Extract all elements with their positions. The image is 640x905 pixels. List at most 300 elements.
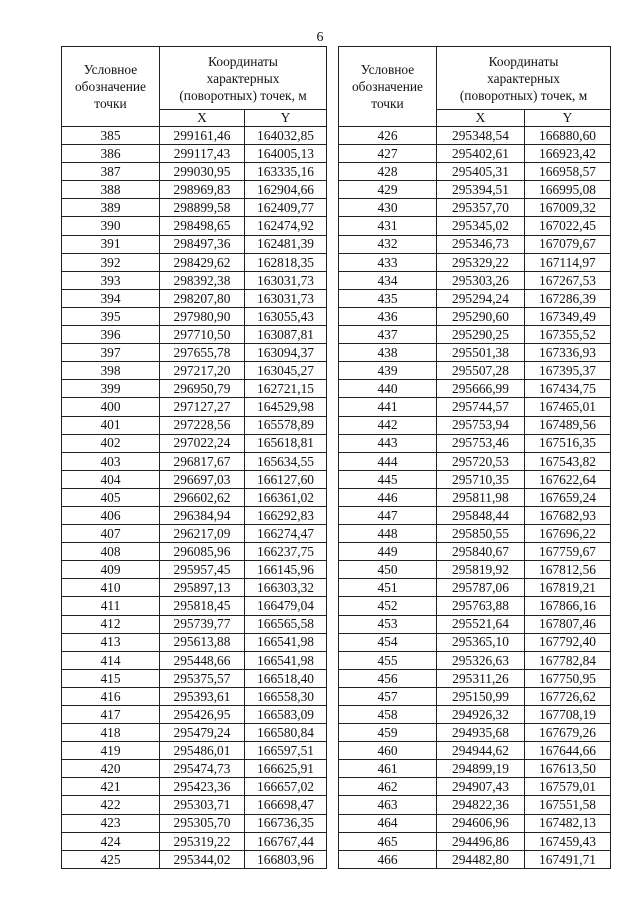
point-id-cell: 417 [62,706,160,724]
table-row [62,832,327,850]
point-id-cell: 433 [339,253,437,271]
table-row [339,307,611,325]
coord-label-line-1: Координаты [208,53,278,69]
table-row [62,615,327,633]
table-row [62,597,327,615]
point-id-cell: 452 [339,597,437,615]
y-coordinate-cell: 167009,32 [525,199,611,217]
y-coordinate-cell: 167750,95 [525,669,611,687]
table-row [339,380,611,398]
table-row [62,561,327,579]
point-id-cell: 416 [62,687,160,705]
y-coordinate-cell: 167434,75 [525,380,611,398]
table-row [339,669,611,687]
x-coordinate-cell: 294926,32 [437,706,525,724]
table-row [339,127,611,145]
x-coordinate-cell: 295357,70 [437,199,525,217]
coordinates-table-right [338,46,611,869]
x-column-header: X [437,110,525,127]
table-row [62,850,327,868]
x-coordinate-cell: 296697,03 [160,470,245,488]
x-coordinate-cell: 295848,44 [437,506,525,524]
x-coordinate-cell: 295345,02 [437,217,525,235]
x-coordinate-cell: 295753,94 [437,416,525,434]
table-row [339,615,611,633]
table-right-body [339,127,611,869]
point-label-line-1: Условное [360,62,415,77]
point-id-cell: 404 [62,470,160,488]
y-coordinate-cell: 167349,49 [525,307,611,325]
y-coordinate-cell: 167022,45 [525,217,611,235]
x-coordinate-cell: 294935,68 [437,724,525,742]
coord-label-line-2: характерных [487,70,560,86]
y-coordinate-cell: 166657,02 [245,778,327,796]
table-row [339,651,611,669]
point-id-cell: 465 [339,832,437,850]
y-coordinate-cell: 167726,62 [525,687,611,705]
table-row [62,163,327,181]
x-coordinate-cell: 295319,22 [160,832,245,850]
table-row [62,579,327,597]
y-coordinate-cell: 166541,98 [245,633,327,651]
point-id-cell: 460 [339,742,437,760]
table-row [339,561,611,579]
y-coordinate-cell: 163055,43 [245,307,327,325]
y-coordinate-cell: 167491,71 [525,850,611,868]
point-id-cell: 386 [62,145,160,163]
table-row [339,199,611,217]
point-id-cell: 421 [62,778,160,796]
y-coordinate-cell: 167395,37 [525,362,611,380]
x-coordinate-cell: 295329,22 [437,253,525,271]
y-coordinate-cell: 167792,40 [525,633,611,651]
point-id-cell: 419 [62,742,160,760]
point-id-cell: 442 [339,416,437,434]
point-id-cell: 446 [339,488,437,506]
table-row [62,289,327,307]
y-coordinate-cell: 166923,42 [525,145,611,163]
table-row [62,235,327,253]
point-id-cell: 388 [62,181,160,199]
x-coordinate-cell: 294482,80 [437,850,525,868]
x-coordinate-cell: 295290,25 [437,326,525,344]
table-row [339,289,611,307]
point-id-cell: 435 [339,289,437,307]
x-coordinate-cell: 295479,24 [160,724,245,742]
table-row [339,506,611,524]
point-id-cell: 458 [339,706,437,724]
point-id-cell: 423 [62,814,160,832]
x-coordinate-cell: 296384,94 [160,506,245,524]
x-coordinate-cell: 295394,51 [437,181,525,199]
point-id-cell: 400 [62,398,160,416]
y-coordinate-cell: 163045,27 [245,362,327,380]
x-coordinate-cell: 295365,10 [437,633,525,651]
y-coordinate-cell: 167644,66 [525,742,611,760]
x-coordinate-cell: 295818,45 [160,597,245,615]
x-coordinate-cell: 295787,06 [437,579,525,597]
table-row [62,470,327,488]
y-coordinate-cell: 167516,35 [525,434,611,452]
y-coordinate-cell: 162474,92 [245,217,327,235]
y-coordinate-cell: 163031,73 [245,289,327,307]
table-row [62,362,327,380]
table-row [339,832,611,850]
table-row [62,307,327,325]
y-coordinate-cell: 162904,66 [245,181,327,199]
point-id-cell: 391 [62,235,160,253]
point-id-cell: 399 [62,380,160,398]
table-row [339,687,611,705]
table-row [62,181,327,199]
y-coordinate-cell: 166767,44 [245,832,327,850]
point-id-cell: 387 [62,163,160,181]
table-row [339,217,611,235]
point-id-cell: 443 [339,434,437,452]
point-id-cell: 402 [62,434,160,452]
point-id-cell: 397 [62,344,160,362]
y-coordinate-cell: 163031,73 [245,271,327,289]
x-coordinate-cell: 295710,35 [437,470,525,488]
x-coordinate-cell: 295348,54 [437,127,525,145]
table-row [339,163,611,181]
table-row [62,651,327,669]
table-row [339,253,611,271]
x-coordinate-cell: 298207,80 [160,289,245,307]
point-id-cell: 464 [339,814,437,832]
point-id-cell: 415 [62,669,160,687]
x-coordinate-cell: 298969,83 [160,181,245,199]
point-id-cell: 424 [62,832,160,850]
point-id-cell: 396 [62,326,160,344]
x-coordinate-cell: 295344,02 [160,850,245,868]
point-id-cell: 406 [62,506,160,524]
y-coordinate-cell: 164032,85 [245,127,327,145]
y-coordinate-cell: 166995,08 [525,181,611,199]
point-id-cell: 448 [339,525,437,543]
point-id-cell: 385 [62,127,160,145]
y-coordinate-cell: 167551,58 [525,796,611,814]
point-id-cell: 430 [339,199,437,217]
point-id-cell: 441 [339,398,437,416]
coordinates-header [437,47,611,110]
y-coordinate-cell: 167336,93 [525,344,611,362]
table-row [62,633,327,651]
table-row [339,850,611,868]
y-coordinate-cell: 166880,60 [525,127,611,145]
x-coordinate-cell: 295521,64 [437,615,525,633]
table-row [339,579,611,597]
y-coordinate-cell: 166292,83 [245,506,327,524]
point-id-cell: 457 [339,687,437,705]
y-coordinate-cell: 167866,16 [525,597,611,615]
y-coordinate-cell: 166625,91 [245,760,327,778]
y-coordinate-cell: 167659,24 [525,488,611,506]
x-coordinate-cell: 295426,95 [160,706,245,724]
y-coordinate-cell: 167613,50 [525,760,611,778]
table-row [62,326,327,344]
point-id-cell: 418 [62,724,160,742]
x-coordinate-cell: 295294,24 [437,289,525,307]
table-row [339,706,611,724]
y-coordinate-cell: 166237,75 [245,543,327,561]
point-label-line-3: точки [94,96,127,111]
table-row [339,760,611,778]
table-row [339,796,611,814]
x-coordinate-cell: 295739,77 [160,615,245,633]
point-id-cell: 431 [339,217,437,235]
table-row [62,724,327,742]
x-coordinate-cell: 295150,99 [437,687,525,705]
table-row [62,669,327,687]
point-id-cell: 445 [339,470,437,488]
y-coordinate-cell: 166541,98 [245,651,327,669]
point-id-cell: 455 [339,651,437,669]
x-coordinate-cell: 297127,27 [160,398,245,416]
x-coordinate-cell: 295486,01 [160,742,245,760]
table-row [62,506,327,524]
point-id-cell: 436 [339,307,437,325]
table-row [62,525,327,543]
y-column-header: Y [525,110,611,127]
point-id-cell: 390 [62,217,160,235]
y-coordinate-cell: 165618,81 [245,434,327,452]
point-id-cell: 412 [62,615,160,633]
point-id-cell: 449 [339,543,437,561]
point-label-line-3: точки [371,96,404,111]
y-coordinate-cell: 163087,81 [245,326,327,344]
x-coordinate-cell: 297228,56 [160,416,245,434]
y-coordinate-cell: 167286,39 [525,289,611,307]
y-coordinate-cell: 167267,53 [525,271,611,289]
point-id-cell: 466 [339,850,437,868]
point-id-cell: 393 [62,271,160,289]
table-row [62,434,327,452]
x-coordinate-cell: 295744,57 [437,398,525,416]
y-coordinate-cell: 162721,15 [245,380,327,398]
x-coordinate-cell: 295666,99 [437,380,525,398]
x-coordinate-cell: 295819,92 [437,561,525,579]
table-row [339,452,611,470]
x-coordinate-cell: 298429,62 [160,253,245,271]
x-coordinate-cell: 296950,79 [160,380,245,398]
x-coordinate-cell: 297980,90 [160,307,245,325]
x-coordinate-cell: 295311,26 [437,669,525,687]
x-coordinate-cell: 295393,61 [160,687,245,705]
x-coordinate-cell: 296602,62 [160,488,245,506]
y-coordinate-cell: 167807,46 [525,615,611,633]
table-row [339,488,611,506]
table-row [62,488,327,506]
point-id-cell: 428 [339,163,437,181]
table-row [339,271,611,289]
point-id-cell: 451 [339,579,437,597]
x-coordinate-cell: 299161,46 [160,127,245,145]
x-coordinate-cell: 295811,98 [437,488,525,506]
table-row [339,145,611,163]
point-id-cell: 434 [339,271,437,289]
x-coordinate-cell: 295326,63 [437,651,525,669]
coord-label-line-2: характерных [206,70,280,86]
table-row [62,814,327,832]
y-coordinate-cell: 166583,09 [245,706,327,724]
table-row [339,633,611,651]
point-id-cell: 422 [62,796,160,814]
point-id-cell: 394 [62,289,160,307]
point-label-line-2: обозначение [74,79,147,94]
x-coordinate-cell: 294822,36 [437,796,525,814]
x-coordinate-cell: 295507,28 [437,362,525,380]
point-id-cell: 444 [339,452,437,470]
point-id-cell: 392 [62,253,160,271]
table-row [339,470,611,488]
y-coordinate-cell: 166361,02 [245,488,327,506]
y-coordinate-cell: 166145,96 [245,561,327,579]
y-coordinate-cell: 167708,19 [525,706,611,724]
table-row [62,127,327,145]
table-row [339,398,611,416]
table-row [339,778,611,796]
table-row [62,199,327,217]
coordinates-header [160,47,327,110]
point-id-cell: 407 [62,525,160,543]
coord-label-line-1: Координаты [488,53,559,69]
y-coordinate-cell: 167482,13 [525,814,611,832]
y-coordinate-cell: 166803,96 [245,850,327,868]
y-coordinate-cell: 167679,26 [525,724,611,742]
y-coordinate-cell: 162409,77 [245,199,327,217]
y-coordinate-cell: 163335,16 [245,163,327,181]
point-id-cell: 403 [62,452,160,470]
point-id-cell: 405 [62,488,160,506]
table-row [339,362,611,380]
x-coordinate-cell: 298899,58 [160,199,245,217]
point-id-cell: 450 [339,561,437,579]
point-id-cell: 456 [339,669,437,687]
x-column-header: X [160,110,245,127]
y-coordinate-cell: 167759,67 [525,543,611,561]
x-coordinate-cell: 299030,95 [160,163,245,181]
table-row [62,344,327,362]
x-coordinate-cell: 299117,43 [160,145,245,163]
y-coordinate-cell: 167543,82 [525,452,611,470]
coord-label-line-3: (поворотных) точек, м [179,87,307,103]
x-coordinate-cell: 295375,57 [160,669,245,687]
point-id-cell: 413 [62,633,160,651]
point-id-cell: 440 [339,380,437,398]
x-coordinate-cell: 295501,38 [437,344,525,362]
x-coordinate-cell: 296217,09 [160,525,245,543]
y-coordinate-cell: 166565,58 [245,615,327,633]
x-coordinate-cell: 297217,20 [160,362,245,380]
table-row [339,543,611,561]
x-coordinate-cell: 295346,73 [437,235,525,253]
table-row [339,742,611,760]
table-row [339,597,611,615]
point-id-cell: 411 [62,597,160,615]
x-coordinate-cell: 297655,78 [160,344,245,362]
x-coordinate-cell: 295763,88 [437,597,525,615]
x-coordinate-cell: 294944,62 [437,742,525,760]
y-coordinate-cell: 166479,04 [245,597,327,615]
table-row [62,778,327,796]
table-row [62,271,327,289]
table-row [339,344,611,362]
y-coordinate-cell: 165634,55 [245,452,327,470]
y-coordinate-cell: 166597,51 [245,742,327,760]
y-coordinate-cell: 166698,47 [245,796,327,814]
y-coordinate-cell: 167682,93 [525,506,611,524]
x-coordinate-cell: 297710,50 [160,326,245,344]
y-coordinate-cell: 167459,43 [525,832,611,850]
x-coordinate-cell: 295290,60 [437,307,525,325]
y-coordinate-cell: 167579,01 [525,778,611,796]
y-coordinate-cell: 166580,84 [245,724,327,742]
table-row [62,253,327,271]
table-row [339,235,611,253]
x-coordinate-cell: 295720,53 [437,452,525,470]
y-coordinate-cell: 166127,60 [245,470,327,488]
point-id-cell: 461 [339,760,437,778]
point-id-cell: 409 [62,561,160,579]
table-row [339,724,611,742]
x-coordinate-cell: 295474,73 [160,760,245,778]
y-coordinate-cell: 166558,30 [245,687,327,705]
table-row [339,416,611,434]
y-coordinate-cell: 167079,67 [525,235,611,253]
y-coordinate-cell: 167782,84 [525,651,611,669]
y-coordinate-cell: 164005,13 [245,145,327,163]
x-coordinate-cell: 297022,24 [160,434,245,452]
point-designation-header [62,47,160,127]
table-row [339,814,611,832]
table-row [62,760,327,778]
y-coordinate-cell: 167819,21 [525,579,611,597]
y-coordinate-cell: 165578,89 [245,416,327,434]
point-id-cell: 414 [62,651,160,669]
x-coordinate-cell: 295753,46 [437,434,525,452]
point-label-line-2: обозначение [351,79,424,94]
y-coordinate-cell: 166518,40 [245,669,327,687]
x-coordinate-cell: 295897,13 [160,579,245,597]
x-coordinate-cell: 296817,67 [160,452,245,470]
y-coordinate-cell: 162818,35 [245,253,327,271]
x-coordinate-cell: 295405,31 [437,163,525,181]
table-row [62,416,327,434]
table-row [62,796,327,814]
point-id-cell: 463 [339,796,437,814]
y-coordinate-cell: 167465,01 [525,398,611,416]
point-id-cell: 389 [62,199,160,217]
table-row [62,687,327,705]
table-row [62,145,327,163]
table-row [62,742,327,760]
table-row [62,217,327,235]
table-row [62,452,327,470]
table-row [339,525,611,543]
x-coordinate-cell: 296085,96 [160,543,245,561]
x-coordinate-cell: 295613,88 [160,633,245,651]
y-coordinate-cell: 163094,37 [245,344,327,362]
point-id-cell: 426 [339,127,437,145]
table-row [62,398,327,416]
y-coordinate-cell: 164529,98 [245,398,327,416]
point-id-cell: 429 [339,181,437,199]
point-label-line-1: Условное [83,62,138,77]
table-row [62,706,327,724]
y-coordinate-cell: 167489,56 [525,416,611,434]
x-coordinate-cell: 298392,38 [160,271,245,289]
